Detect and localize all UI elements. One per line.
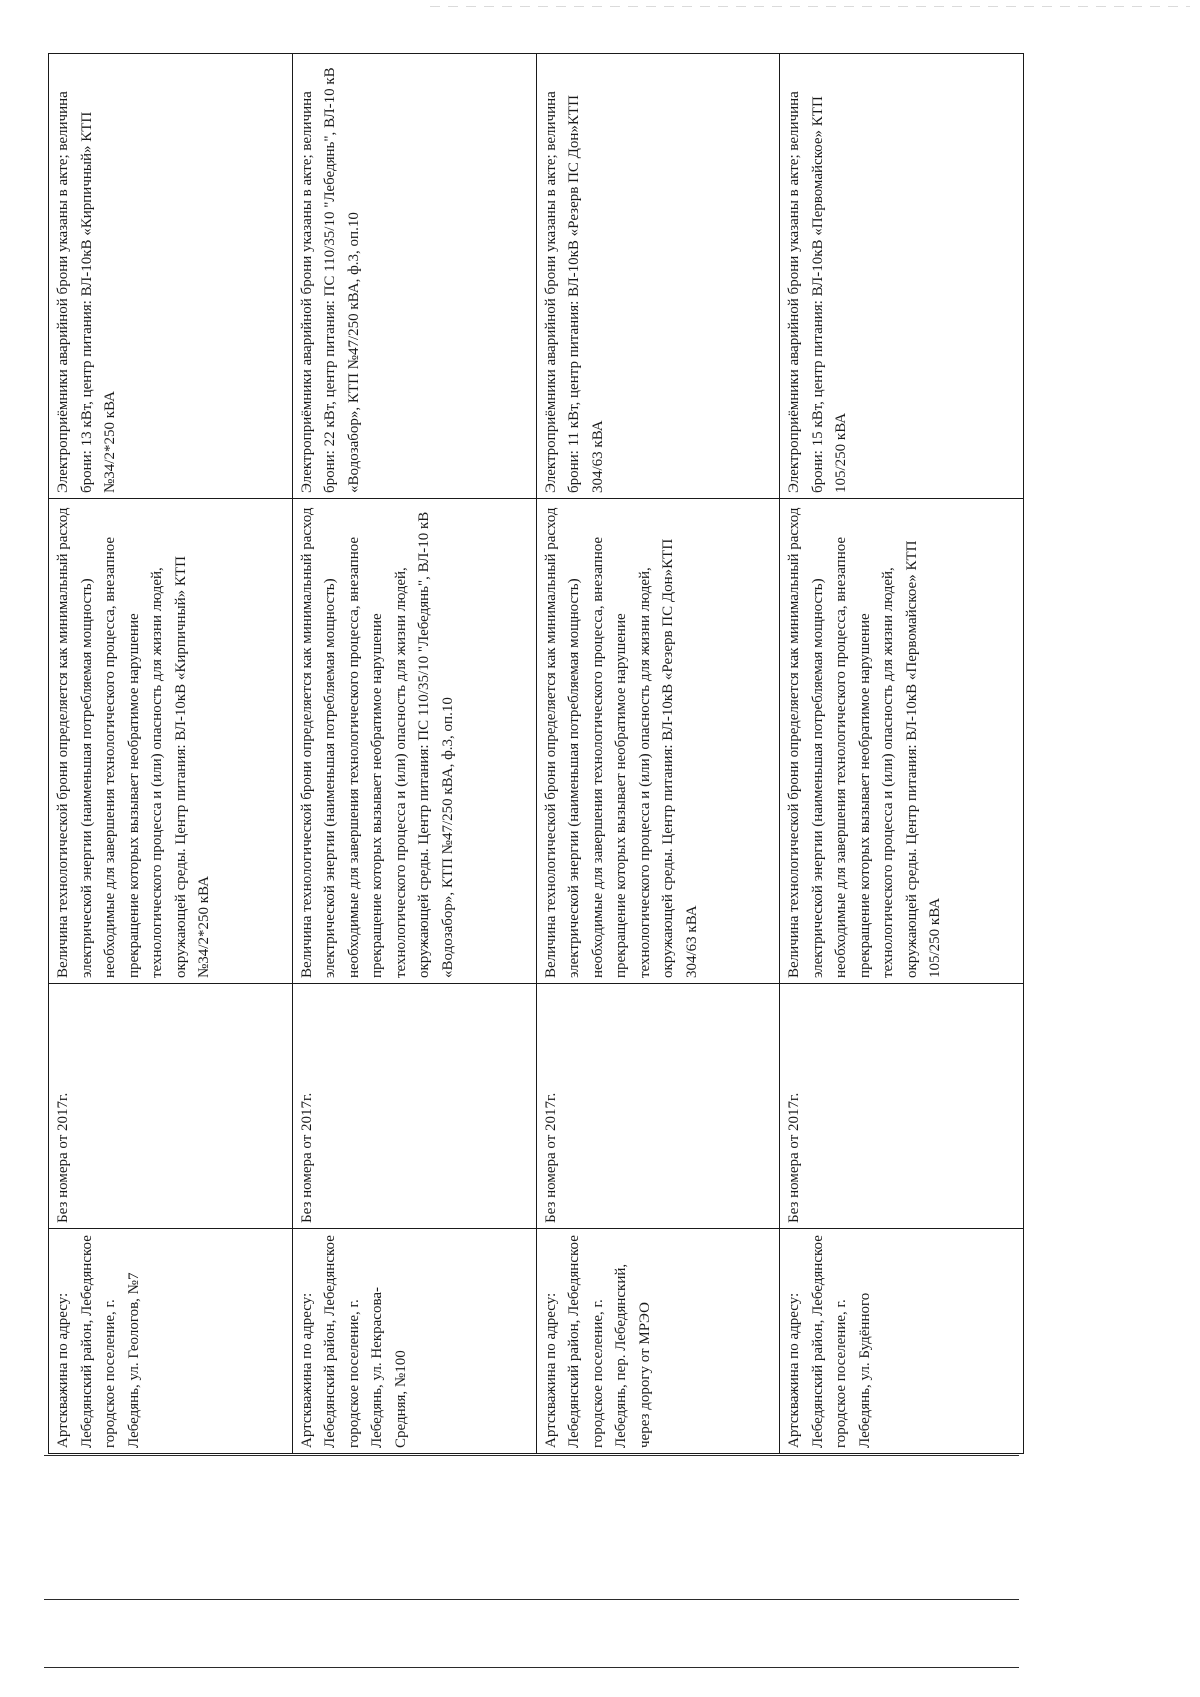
technological-reserve-cell: Величина технологической брони определяется как минимальный расход электрической энергии (наименьшая потребляемая мощность) необходимые для завершения технологического процесса, внезапное прекращение которых вызывает необратимое нарушение технологического процесса и (или) опасность для жизни людей, окружающей среды. Центр питания: ВЛ-10кВ «Кирпичный» КТП №34/2*250 кВА: [49, 499, 293, 984]
separator-line: [44, 1455, 1019, 1456]
emergency-reserve-cell: Электроприёмники аварийной брони указаны в акте; величина брони: 22 кВт, центр питания: ПС 110/35/10 "Лебедянь", ВЛ-10 кВ «Водозабор», КТП №47/250 кВА, ф.3, оп.10: [292, 54, 536, 499]
emergency-reserve-cell: Электроприёмники аварийной брони указаны в акте; величина брони: 15 кВт, центр питания: ВЛ-10кВ «Первомайское» КТП 105/250 кВА: [780, 54, 1024, 499]
address-cell: Артскважина по адресу: Лебедянский район, Лебедянское городское поселение, г. Лебедянь, ул. Некрасова-Средняя, №100: [292, 1229, 536, 1454]
technological-reserve-cell: Величина технологической брони определяется как минимальный расход электрической энергии (наименьшая потребляемая мощность) необходимые для завершения технологического процесса, внезапное прекращение которых вызывает необратимое нарушение технологического процесса и (или) опасность для жизни людей, окружающей среды. Центр питания: ВЛ-10кВ «Резерв ПС Дон»КТП 304/63 кВА: [536, 499, 780, 984]
technological-reserve-cell: Величина технологической брони определяется как минимальный расход электрической энергии (наименьшая потребляемая мощность) необходимые для завершения технологического процесса, внезапное прекращение которых вызывает необратимое нарушение технологического процесса и (или) опасность для жизни людей, окружающей среды. Центр питания: ВЛ-10кВ «Первомайское» КТП 105/250 кВА: [780, 499, 1024, 984]
table-row: [49, 54, 293, 1454]
table-row: [536, 54, 780, 1454]
separator-line: [44, 1667, 1019, 1668]
technological-reserve-cell: Величина технологической брони определяется как минимальный расход электрической энергии (наименьшая потребляемая мощность) необходимые для завершения технологического процесса, внезапное прекращение которых вызывает необратимое нарушение технологического процесса и (или) опасность для жизни людей, окружающей среды. Центр питания: ПС 110/35/10 "Лебедянь", ВЛ-10 кВ «Водозабор», КТП №47/250 кВА, ф.3, оп.10: [292, 499, 536, 984]
separator-line: [44, 1599, 1019, 1600]
address-cell: Артскважина по адресу: Лебедянский район, Лебедянское городское поселение, г. Лебедянь, ул. Геологов, №7: [49, 1229, 293, 1454]
act-date-cell: Без номера от 2017г.: [292, 984, 536, 1229]
act-date-cell: Без номера от 2017г.: [780, 984, 1024, 1229]
table-row: [292, 54, 536, 1454]
rotated-table-container: [48, 54, 1024, 1454]
table-row: [780, 54, 1024, 1454]
reservation-table: [48, 53, 1024, 1454]
act-date-cell: Без номера от 2017г.: [49, 984, 293, 1229]
address-cell: Артскважина по адресу: Лебедянский район, Лебедянское городское поселение, г. Лебедянь, пер. Лебедянский, через дорогу от МРЭО: [536, 1229, 780, 1454]
emergency-reserve-cell: Электроприёмники аварийной брони указаны в акте; величина брони: 13 кВт, центр питания: ВЛ-10кВ «Кирпичный» КТП №34/2*250 кВА: [49, 54, 293, 499]
address-cell: Артскважина по адресу: Лебедянский район, Лебедянское городское поселение, г. Лебедянь, ул. Будённого: [780, 1229, 1024, 1454]
scan-artifact: [430, 6, 1190, 7]
emergency-reserve-cell: Электроприёмники аварийной брони указаны в акте; величина брони: 11 кВт, центр питания: ВЛ-10кВ «Резерв ПС Дон»КТП 304/63 кВА: [536, 54, 780, 499]
act-date-cell: Без номера от 2017г.: [536, 984, 780, 1229]
